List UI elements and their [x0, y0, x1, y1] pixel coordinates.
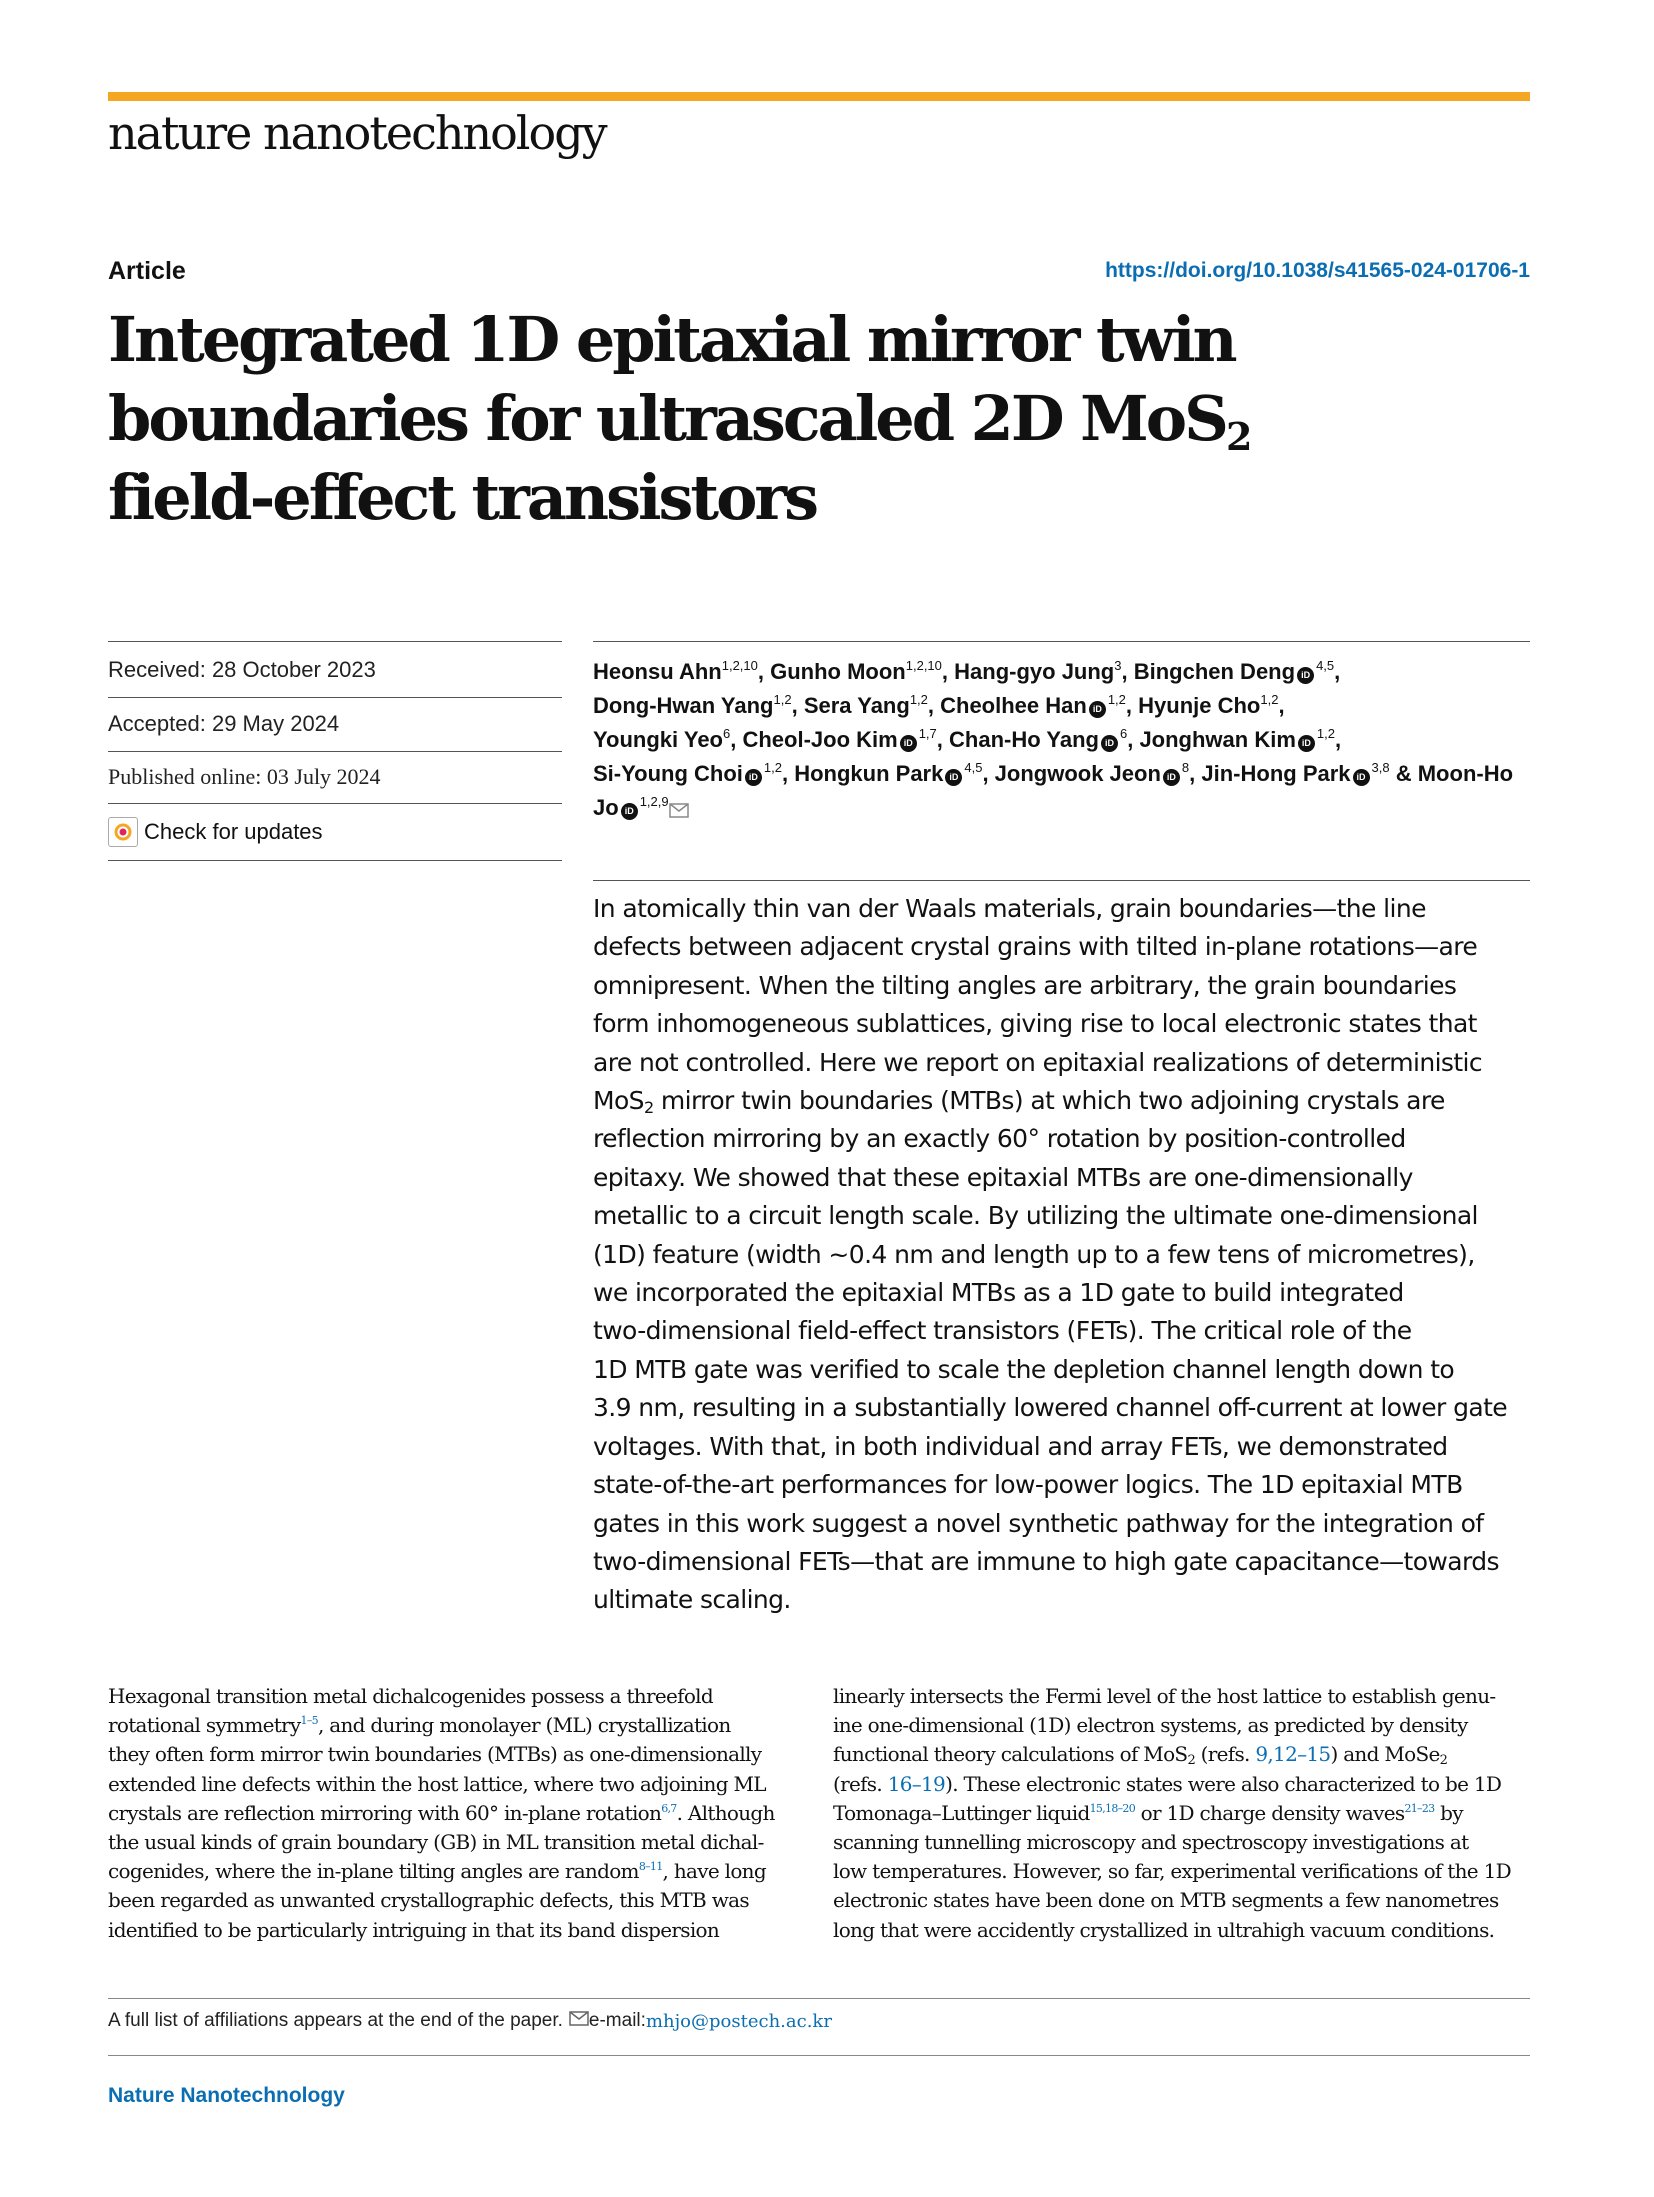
author-entry — [742, 727, 949, 752]
author-separator: , — [982, 761, 995, 786]
author-entry — [940, 693, 1138, 718]
author-name[interactable]: Heonsu Ahn — [593, 659, 722, 684]
footnote-text: A full list of affiliations appears at the end of the paper. — [108, 2010, 563, 2031]
author-separator: , — [936, 727, 950, 752]
author-entry — [593, 727, 742, 752]
author-name[interactable]: Cheol-Joo Kim — [742, 727, 898, 752]
mail-icon — [569, 2010, 589, 2032]
author-name[interactable]: Sera Yang — [803, 693, 910, 718]
footer-journal-name: Nature Nanotechnology — [108, 2084, 345, 2107]
author-entry — [949, 727, 1139, 752]
author-separator: , — [757, 659, 771, 684]
citation[interactable]: 6,7 — [661, 1801, 677, 1815]
title-line-3: field-effect transistors — [108, 461, 816, 534]
author-separator: , — [941, 659, 955, 684]
author-name[interactable]: Cheolhee Han — [940, 693, 1087, 718]
author-entry — [1138, 693, 1284, 718]
published-date: Published online: 03 July 2024 — [108, 764, 381, 789]
journal-name: nature nanotechnology — [108, 106, 606, 160]
author-affiliation: 1,2,9 — [639, 794, 669, 809]
title-line-1: Integrated 1D epitaxial mirror twin — [108, 303, 1235, 376]
author-name[interactable]: Jongwook Jeon — [994, 761, 1161, 786]
divider — [108, 2055, 1530, 2056]
doi-link[interactable]: https://doi.org/10.1038/s41565-024-01706-1 — [1105, 259, 1530, 282]
title-line-2: boundaries for ultrascaled 2D MoS$_2$ — [108, 382, 1253, 459]
author-entry — [1139, 727, 1341, 752]
author-separator: , — [781, 761, 795, 786]
author-entry — [794, 761, 994, 786]
author-affiliation: 1,2 — [763, 760, 782, 775]
author-separator: , — [1127, 727, 1140, 752]
author-name[interactable]: Si-Young Choi — [593, 761, 743, 786]
check-updates-label: Check for updates — [144, 819, 323, 844]
citation[interactable]: 15,18–20 — [1089, 1801, 1136, 1815]
orcid-icon[interactable]: iD — [945, 769, 962, 786]
check-updates-icon — [108, 817, 138, 847]
divider — [108, 697, 562, 698]
author-entry — [593, 693, 804, 718]
author-name[interactable]: Dong-Hwan Yang — [593, 693, 774, 718]
author-name[interactable]: Jin-Hong Park — [1201, 761, 1351, 786]
author-affiliation: 1,2,10 — [905, 658, 942, 673]
author-entry — [954, 659, 1134, 684]
email-link[interactable]: mhjo@postech.ac.kr — [645, 2010, 832, 2032]
page-title — [108, 300, 1308, 537]
author-separator: , — [927, 693, 941, 718]
author-entry — [1201, 761, 1417, 786]
author-separator: , — [1125, 693, 1139, 718]
author-name[interactable]: Youngki Yeo — [593, 727, 723, 752]
author-separator: , — [1278, 693, 1285, 718]
orcid-icon[interactable]: iD — [1089, 701, 1106, 718]
author-entry — [593, 659, 770, 684]
orcid-icon[interactable]: iD — [900, 735, 917, 752]
author-affiliation: 1,2 — [1316, 726, 1335, 741]
email-label: e-mail: — [588, 2010, 646, 2031]
author-entry — [593, 761, 794, 786]
divider — [108, 641, 562, 642]
author-separator: , — [791, 693, 804, 718]
author-entry — [1134, 659, 1341, 684]
orcid-icon[interactable]: iD — [1298, 735, 1315, 752]
orcid-icon[interactable]: iD — [1353, 769, 1370, 786]
author-affiliation: 4,5 — [1316, 658, 1335, 673]
author-affiliation: 1,2 — [1260, 692, 1279, 707]
citation[interactable]: 8–11 — [638, 1860, 663, 1874]
author-affiliation: 6 — [1119, 726, 1128, 741]
author-affiliation: 1,7 — [918, 726, 937, 741]
check-for-updates-button[interactable] — [108, 817, 323, 847]
orcid-icon[interactable]: iD — [745, 769, 762, 786]
article-type: Article — [108, 257, 186, 285]
orcid-icon[interactable]: iD — [621, 803, 638, 820]
author-affiliation: 3 — [1114, 658, 1122, 673]
citation[interactable]: 9,12–15 — [1255, 1742, 1331, 1767]
author-affiliation: 4,5 — [964, 760, 983, 775]
divider — [108, 1998, 1530, 1999]
divider — [108, 751, 562, 752]
author-entry — [804, 693, 940, 718]
body-column-right: linearly intersects the Fermi level of the host lattice to establish genu- ine one-dimensional (1D) electron systems, as predicted by density functional theory calculations of MoS$_2$ (refs. 9,12–15) and MoSe$_2$ (refs. 16–19). These electronic states were also characterized to be 1D Tomonaga–Luttinger liquid$^{15,18-20}$ or 1D charge density waves$^{21-23}$ by scanning tunnelling microscopy and spectroscopy investigations at low temperatures. However, so far, experimental verifications of the 1D electronic states have been done on MTB segments a few nanometres long that were accidently crystallized in ultrahigh vacuum conditions. — [833, 1684, 1511, 1942]
accepted-date: Accepted: 29 May 2024 — [108, 711, 340, 736]
journal-accent-bar — [108, 92, 1530, 101]
author-affiliation: 1,2 — [1107, 692, 1126, 707]
author-name[interactable]: Hongkun Park — [794, 761, 944, 786]
divider — [593, 641, 1530, 642]
author-affiliation: 1,2,10 — [721, 658, 758, 673]
author-name[interactable]: Hang-gyo Jung — [954, 659, 1115, 684]
affiliation-footnote — [108, 2010, 832, 2032]
divider — [593, 880, 1530, 881]
author-name[interactable]: Moon-Ho Jo — [593, 761, 1514, 820]
author-entry — [995, 761, 1202, 786]
divider — [108, 860, 562, 861]
author-affiliation: 8 — [1181, 760, 1190, 775]
author-name[interactable]: Bingchen Deng — [1133, 659, 1296, 684]
author-separator: , — [730, 727, 743, 752]
citation[interactable]: 1–5 — [300, 1714, 318, 1728]
citation[interactable]: 21–23 — [1404, 1801, 1435, 1815]
citation[interactable]: 16–19 — [887, 1771, 946, 1796]
author-name[interactable]: Chan-Ho Yang — [949, 727, 1099, 752]
mail-icon[interactable] — [669, 794, 689, 828]
orcid-icon[interactable]: iD — [1163, 769, 1180, 786]
author-affiliation: 3,8 — [1371, 760, 1390, 775]
author-separator: , — [1334, 727, 1342, 752]
author-separator: , — [1334, 659, 1341, 684]
author-name[interactable]: Hyunje Cho — [1138, 693, 1261, 718]
divider — [108, 803, 562, 804]
body-column-left: Hexagonal transition metal dichalcogenides possess a threefold rotational symmetry$^{1-5}$, and during monolayer (ML) crystallization they often form mirror twin boundaries (MTBs) as one-dimensionally extended line defects within the host lattice, where two adjoining ML crystals are reflection mirroring with 60° in-plane rotation$^{6,7}$. Although the usual kinds of grain boundary (GB) in ML transition metal dichal- cogenides, where the in-plane tilting angles are random$^{8-11}$, have long been regarded as unwanted crystallographic defects, this MTB was identified to be particularly intriguing in that its band dispersion — [108, 1684, 775, 1942]
abstract: In atomically thin van der Waals materials, grain boundaries—the line defects between adjacent crystal grains with tilted in-plane rotations—are omnipresent. When the tilting angles are arbitrary, the grain boundaries form inhomogeneous sublattices, giving rise to local electronic states that are not controlled. Here we report on epitaxial realizations of deterministic MoS$_2$ mirror twin boundaries (MTBs) at which two adjoining crystals are reflection mirroring by an exactly 60° rotation by position-controlled epitaxy. We showed that these epitaxial MTBs are one-dimensionally metallic to a circuit length scale. By utilizing the ultimate one-dimensional (1D) feature (width ~0.4 nm and length up to a few tens of micrometres), we incorporated the epitaxial MTBs as a 1D gate to build integrated two-dimensional field-effect transistors (FETs). The critical role of the 1D MTB gate was verified to scale the depletion channel length down to 3.9 nm, resulting in a substantially lowered channel off-current at lower gate voltages. With that, in both individual and array FETs, we demonstrated state-of-the-art performances for low-power logics. The 1D epitaxial MTB gates in this work suggest a novel synthetic pathway for the integration of two-dimensional FETs—that are immune to high gate capacitance—towards ultimate scaling. — [593, 894, 1508, 1615]
received-date: Received: 28 October 2023 — [108, 657, 376, 682]
author-affiliation: 1,2 — [773, 692, 792, 707]
author-affiliation: 1,2 — [909, 692, 928, 707]
orcid-icon[interactable]: iD — [1101, 735, 1118, 752]
author-separator: , — [1189, 761, 1202, 786]
author-separator: & — [1389, 761, 1418, 786]
author-entry — [770, 659, 954, 684]
author-list — [593, 655, 1533, 828]
author-affiliation: 6 — [723, 726, 731, 741]
author-separator: , — [1121, 659, 1134, 684]
author-name[interactable]: Gunho Moon — [770, 659, 906, 684]
author-name[interactable]: Jonghwan Kim — [1139, 727, 1296, 752]
orcid-icon[interactable]: iD — [1297, 667, 1314, 684]
